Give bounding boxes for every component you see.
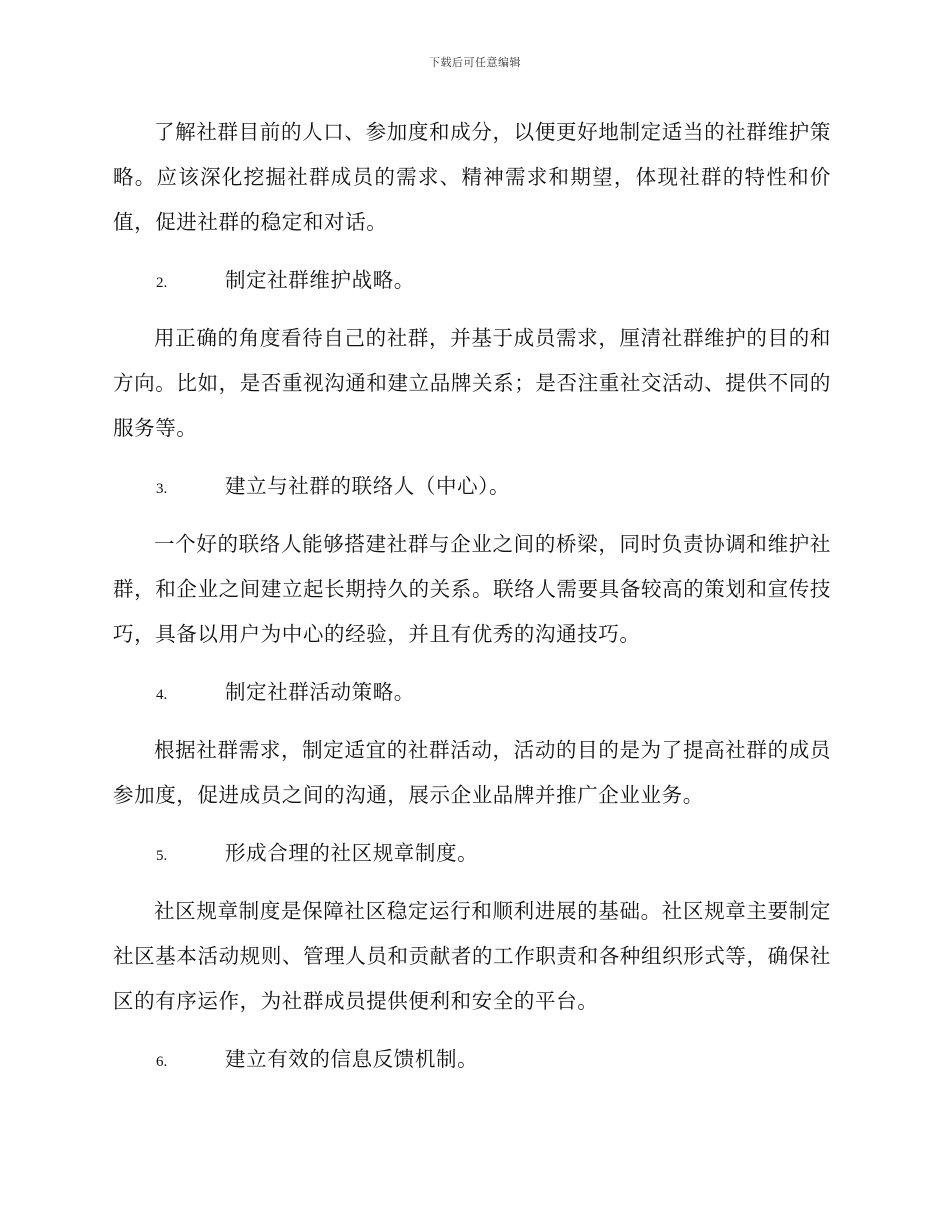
item-number: 2.	[156, 275, 168, 291]
item-number: 6.	[156, 1054, 168, 1070]
item-title: 制定社群维护战略。	[225, 268, 415, 292]
numbered-heading	[113, 464, 831, 509]
paragraph: 一个好的联络人能够搭建社群与企业之间的桥梁，同时负责协调和维护社群，和企业之间建立起长期持久的关系。联络人需要具备较高的策划和宣传技巧，具备以用户为中心的经验，并且有优秀的沟通技巧。	[113, 532, 831, 646]
numbered-heading	[113, 831, 831, 876]
numbered-heading	[113, 670, 831, 715]
page-header: 下载后可任意编辑	[429, 56, 521, 69]
item-number: 4.	[156, 687, 168, 703]
item-number: 3.	[156, 481, 168, 497]
document-body	[113, 110, 831, 1082]
paragraph: 根据社群需求，制定适宜的社群活动，活动的目的是为了提高社群的成员参加度，促进成员之间的沟通，展示企业品牌并推广企业业务。	[113, 738, 831, 807]
item-title: 制定社群活动策略。	[225, 680, 415, 704]
item-title: 建立与社群的联络人（中心）。	[225, 474, 511, 498]
numbered-heading	[113, 258, 831, 303]
paragraph: 社区规章制度是保障社区稳定运行和顺利进展的基础。社区规章主要制定社区基本活动规则、管理人员和贡献者的工作职责和各种组织形式等，确保社区的有序运作，为社群成员提供便利和安全的平台。	[113, 899, 831, 1013]
paragraph: 用正确的角度看待自己的社群，并基于成员需求，厘清社群维护的目的和方向。比如，是否重视沟通和建立品牌关系；是否注重社交活动、提供不同的服务等。	[113, 326, 831, 440]
item-title: 形成合理的社区规章制度。	[225, 841, 479, 865]
paragraph: 了解社群目前的人口、参加度和成分，以便更好地制定适当的社群维护策略。应该深化挖掘社群成员的需求、精神需求和期望，体现社群的特性和价值，促进社群的稳定和对话。	[113, 120, 831, 234]
item-title: 建立有效的信息反馈机制。	[225, 1047, 479, 1071]
item-number: 5.	[156, 848, 168, 864]
numbered-heading	[113, 1037, 831, 1082]
